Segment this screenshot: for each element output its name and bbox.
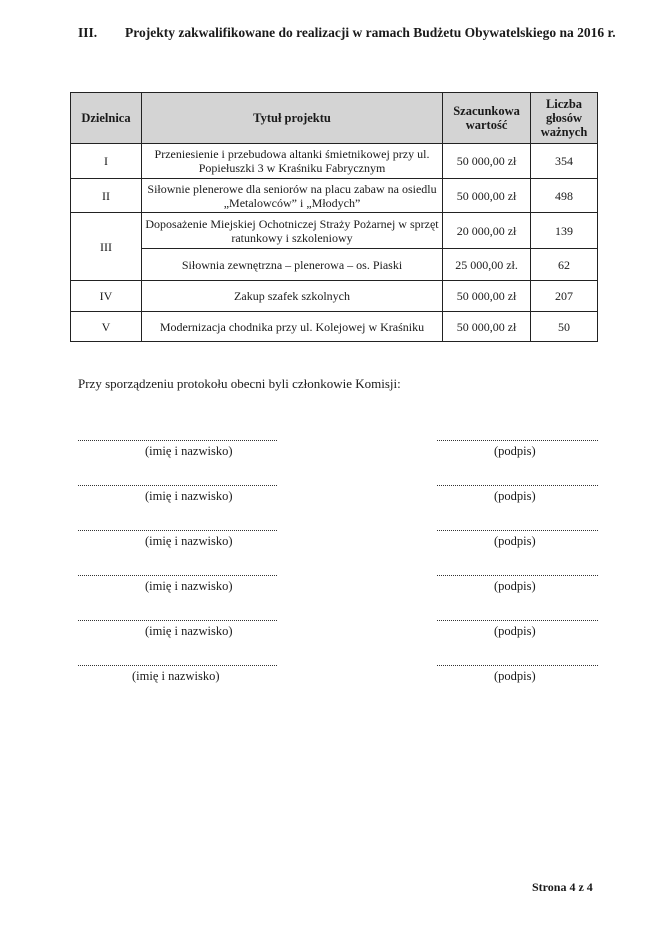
votes-cell: 207 bbox=[531, 281, 598, 312]
district-cell: I bbox=[71, 144, 142, 179]
title-cell: Modernizacja chodnika przy ul. Kolejowej w Kraśniku bbox=[141, 312, 442, 342]
title-cell: Doposażenie Miejskiej Ochotniczej Straży Pożarnej w sprzęt ratunkowy i szkoleniowy bbox=[141, 213, 442, 249]
signature-line bbox=[437, 665, 598, 666]
name-line bbox=[78, 620, 277, 621]
votes-cell: 139 bbox=[531, 213, 598, 249]
signature-label: (podpis) bbox=[494, 579, 536, 593]
signature-label: (podpis) bbox=[494, 534, 536, 548]
signature-label: (podpis) bbox=[494, 669, 536, 683]
votes-cell: 354 bbox=[531, 144, 598, 179]
votes-cell: 62 bbox=[531, 249, 598, 281]
signature-label: (podpis) bbox=[494, 489, 536, 503]
name-line bbox=[78, 665, 277, 666]
signature-label: (podpis) bbox=[494, 624, 536, 638]
value-cell: 50 000,00 zł bbox=[443, 312, 531, 342]
signature-line bbox=[437, 485, 598, 486]
table-row bbox=[71, 179, 598, 213]
value-cell: 50 000,00 zł bbox=[443, 281, 531, 312]
title-cell: Siłownie plenerowe dla seniorów na placu zabaw na osiedlu „Metalowców” i „Młodych” bbox=[141, 179, 442, 213]
header-value: Szacunkowa wartość bbox=[443, 93, 531, 144]
signature-line bbox=[437, 530, 598, 531]
table-row bbox=[71, 144, 598, 179]
name-line bbox=[78, 485, 277, 486]
title-cell: Przeniesienie i przebudowa altanki śmietnikowej przy ul. Popiełuszki 3 w Kraśniku Fabrycznym bbox=[141, 144, 442, 179]
name-label: (imię i nazwisko) bbox=[145, 624, 233, 638]
value-cell: 50 000,00 zł bbox=[443, 144, 531, 179]
header-votes: Liczba głosów ważnych bbox=[531, 93, 598, 144]
votes-cell: 50 bbox=[531, 312, 598, 342]
district-cell: II bbox=[71, 179, 142, 213]
table-row bbox=[71, 281, 598, 312]
name-line bbox=[78, 440, 277, 441]
header-district: Dzielnica bbox=[71, 93, 142, 144]
table-header-row bbox=[71, 93, 598, 144]
name-line bbox=[78, 575, 277, 576]
commission-intro: Przy sporządzeniu protokołu obecni byli członkowie Komisji: bbox=[78, 376, 401, 391]
signature-line bbox=[437, 440, 598, 441]
title-cell: Zakup szafek szkolnych bbox=[141, 281, 442, 312]
signature-label: (podpis) bbox=[494, 444, 536, 458]
name-label: (imię i nazwisko) bbox=[132, 669, 220, 683]
table-row bbox=[71, 249, 598, 281]
votes-cell: 498 bbox=[531, 179, 598, 213]
district-cell: III bbox=[71, 213, 142, 281]
table-row bbox=[71, 312, 598, 342]
table-row bbox=[71, 213, 598, 249]
name-line bbox=[78, 530, 277, 531]
district-cell: V bbox=[71, 312, 142, 342]
projects-table bbox=[70, 92, 598, 342]
header-title: Tytuł projektu bbox=[141, 93, 442, 144]
name-label: (imię i nazwisko) bbox=[145, 489, 233, 503]
signature-line bbox=[437, 620, 598, 621]
section-number: III. bbox=[78, 25, 98, 40]
value-cell: 50 000,00 zł bbox=[443, 179, 531, 213]
value-cell: 20 000,00 zł bbox=[443, 213, 531, 249]
section-title: Projekty zakwalifikowane do realizacji w ramach Budżetu Obywatelskiego na 2016 r. bbox=[125, 25, 616, 40]
title-cell: Siłownia zewnętrzna – plenerowa – os. Piaski bbox=[141, 249, 442, 281]
district-cell: IV bbox=[71, 281, 142, 312]
name-label: (imię i nazwisko) bbox=[145, 444, 233, 458]
signature-line bbox=[437, 575, 598, 576]
page-number: Strona 4 z 4 bbox=[532, 880, 593, 894]
value-cell: 25 000,00 zł. bbox=[443, 249, 531, 281]
name-label: (imię i nazwisko) bbox=[145, 579, 233, 593]
name-label: (imię i nazwisko) bbox=[145, 534, 233, 548]
